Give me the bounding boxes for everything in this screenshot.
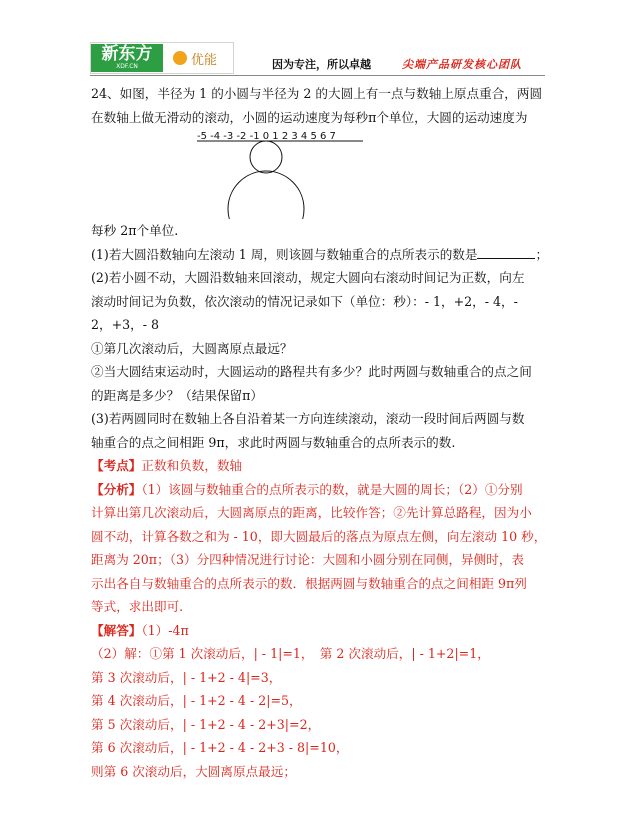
line-suffix: ； bbox=[535, 246, 549, 262]
solution-line bbox=[91, 642, 546, 666]
line-text: (2)若小圆不动，大圆沿数轴来回滚动，规定大圆向右滚动时间记为正数，向左 bbox=[91, 270, 525, 285]
line-text: 等式，求出即可. bbox=[91, 599, 184, 614]
section-tag: 【分析】 bbox=[91, 481, 142, 497]
header-team: 尖端产品研发核心团队 bbox=[402, 58, 522, 71]
logo-brand-text: 优能 bbox=[191, 52, 218, 68]
circles-figure bbox=[91, 129, 546, 219]
large-circle bbox=[228, 171, 304, 219]
line-text: 则第 6 次滚动后，大圆离原点最远； bbox=[91, 763, 296, 779]
solution-line bbox=[91, 619, 546, 643]
line-text: 第 6 次滚动后，| - 1+2 - 4 - 2+3 - 8|=10， bbox=[91, 740, 349, 755]
small-circle bbox=[250, 141, 282, 173]
question-line bbox=[91, 384, 546, 408]
question-line bbox=[91, 360, 546, 384]
question-line bbox=[91, 266, 546, 290]
question-line bbox=[91, 313, 546, 337]
line-text: 距离为 20π；（3）分四种情况进行讨论：大圆和小圆分别在同侧，异侧时，表 bbox=[91, 552, 525, 567]
analysis-line bbox=[91, 548, 546, 572]
section-tag: 【考点】 bbox=[91, 458, 142, 473]
question-line bbox=[91, 407, 546, 431]
line-text: ①第几次滚动后，大圆离原点最远？ bbox=[91, 340, 293, 356]
line-text: 第 5 次滚动后，| - 1+2 - 4 - 2+3|=2， bbox=[91, 716, 321, 732]
line-text: 每秒 2π个单位. bbox=[91, 223, 179, 238]
solution-line bbox=[91, 666, 546, 690]
question-line bbox=[91, 431, 546, 455]
line-text: 2，+3，- 8 bbox=[91, 317, 160, 332]
line-text: ②当大圆结束运动时，大圆运动的路程共有多少？此时两圆与数轴重合的点之间 bbox=[91, 364, 532, 379]
analysis-line bbox=[91, 501, 546, 525]
line-text: (1)若大圆沿数轴向左滚动 1 周，则该圆与数轴重合的点所表示的数是 bbox=[91, 246, 478, 262]
line-text: (3)若两圆同时在数轴上各自沿着某一方向连续滚动，滚动一段时间后两圆与数 bbox=[91, 411, 525, 426]
document-body bbox=[91, 82, 549, 783]
analysis-line bbox=[91, 478, 546, 502]
section-tag: 【解答】 bbox=[91, 622, 142, 638]
answer-blank bbox=[477, 246, 535, 259]
axis-tick-labels: -5 -4 -3 -2 -1 0 1 2 3 4 5 6 7 bbox=[197, 131, 336, 142]
solution-line bbox=[91, 736, 546, 760]
analysis-line bbox=[91, 595, 546, 619]
logo-sub-text: XDF.CN bbox=[116, 63, 138, 70]
question-line bbox=[91, 337, 546, 361]
line-text: （2）解：①第 1 次滚动后，| - 1|=1， 第 2 次滚动后，| - 1+2|=1， bbox=[91, 646, 490, 661]
analysis-line bbox=[91, 525, 546, 549]
solution-line bbox=[91, 713, 546, 737]
header-tagline: 因为专注，所以卓越 bbox=[272, 58, 371, 71]
line-text: 24、如图，半径为 1 的小圆与半径为 2 的大圆上有一点与数轴上原点重合，两圆 bbox=[91, 86, 543, 101]
kaodian-line bbox=[91, 454, 546, 478]
line-text: 计算出第几次滚动后，大圆离原点的距离，比较作答；②先计算总路程，因为小 bbox=[91, 505, 532, 520]
page-header bbox=[0, 0, 626, 84]
header-divider bbox=[90, 75, 545, 76]
line-text: 轴重合的点之间相距 9π，求此时两圆与数轴重合的点所表示的数. bbox=[91, 434, 456, 450]
solution-line bbox=[91, 689, 546, 713]
line-text: 滚动时间记为负数，依次滚动的情况记录如下（单位：秒）：- 1，+2，- 4，- bbox=[91, 293, 518, 309]
logo-green-block bbox=[91, 44, 163, 72]
line-text: 第 3 次滚动后，| - 1+2 - 4|=3， bbox=[91, 669, 282, 685]
line-text: 示出各自与数轴重合的点所表示的数．根据两圆与数轴重合的点之间相距 9π列 bbox=[91, 575, 527, 591]
logo-main-text: 新东方 bbox=[101, 44, 153, 64]
xdf-logo bbox=[90, 42, 234, 74]
analysis-line bbox=[91, 572, 546, 596]
line-text: 第 4 次滚动后，| - 1+2 - 4 - 2|=5， bbox=[91, 693, 302, 708]
line-text: （1）该圆与数轴重合的点所表示的数，就是大圆的周长；（2）①分别 bbox=[141, 481, 523, 497]
circles-diagram bbox=[91, 129, 546, 219]
line-text: 圆不动，计算各数之和为 - 10，即大圆最后的落点为原点左侧，向左滚动 10 秒， bbox=[91, 528, 547, 544]
line-text: （1）-4π bbox=[141, 622, 189, 638]
question-line bbox=[91, 219, 546, 243]
line-text: 正数和负数，数轴 bbox=[141, 458, 243, 473]
line-text: 在数轴上做无滑动的滚动，小圆的运动速度为每秒π个单位，大圆的运动速度为 bbox=[91, 109, 528, 125]
solution-line bbox=[91, 760, 546, 784]
youneng-icon bbox=[173, 51, 187, 65]
question-line bbox=[91, 82, 546, 106]
question-line bbox=[91, 243, 549, 267]
question-line bbox=[91, 290, 546, 314]
question-line bbox=[91, 106, 546, 130]
line-text: 的距离是多少？（结果保留π） bbox=[91, 387, 263, 403]
